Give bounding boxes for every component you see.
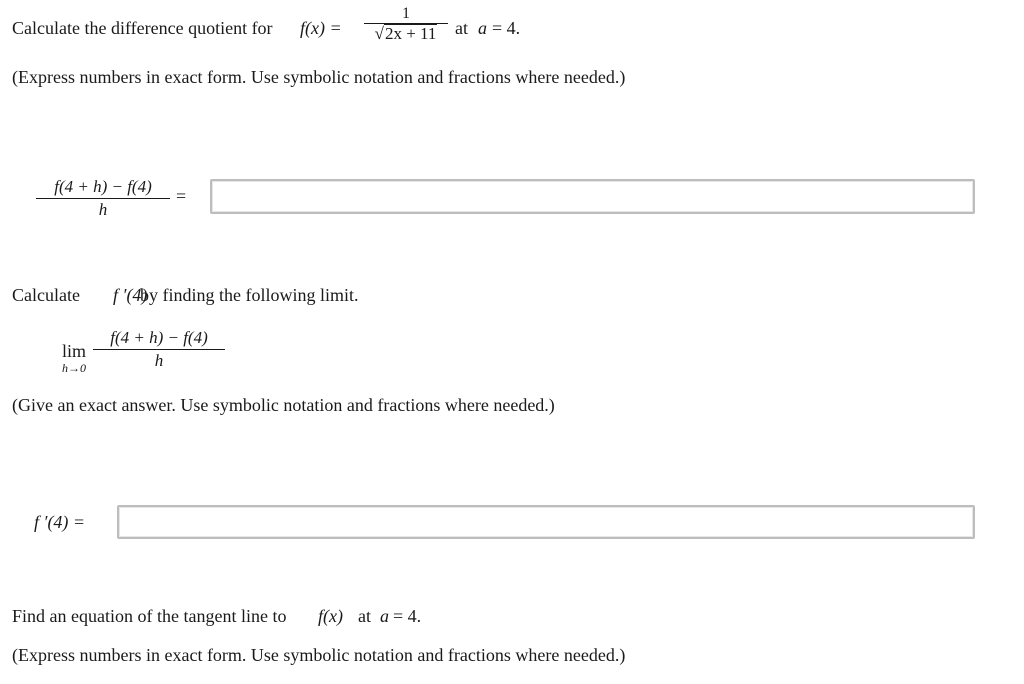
lim-denominator: h xyxy=(154,351,164,370)
at-value: = 4. xyxy=(492,18,521,38)
at-var: a xyxy=(478,18,487,38)
problem1-lead-text: Calculate the difference quotient for xyxy=(12,18,273,38)
problem2-lead-post: by finding the following limit. xyxy=(140,285,359,305)
problem3-at-text: at xyxy=(358,606,371,626)
fx-fraction xyxy=(364,5,448,44)
dq-equals: = xyxy=(176,186,187,206)
lim-word: lim xyxy=(62,341,87,361)
difference-quotient xyxy=(36,176,170,221)
derivative-answer-input[interactable] xyxy=(117,505,975,539)
difference-quotient-answer-input[interactable] xyxy=(210,179,975,214)
fx-radicand: 2x + 11 xyxy=(384,24,437,43)
problem2-lead-pre: Calculate xyxy=(12,285,80,305)
problem3-at-var: a xyxy=(380,606,389,626)
problem2-lead-expr: f ′(4) xyxy=(113,285,148,305)
lim-subscript: h→0 xyxy=(62,361,86,375)
fx-denominator xyxy=(364,24,448,44)
dq-denominator: h xyxy=(98,200,108,219)
derivative-answer-label: f ′(4) = xyxy=(34,512,86,532)
fx-numerator: 1 xyxy=(402,5,410,22)
problem2-instruction: (Give an exact answer. Use symbolic notation and fractions where needed.) xyxy=(12,395,555,415)
problem1-instruction: (Express numbers in exact form. Use symbolic notation and fractions where needed.) xyxy=(12,67,626,87)
at-text: at xyxy=(455,18,468,38)
problem3-instruction: (Express numbers in exact form. Use symbolic notation and fractions where needed.) xyxy=(12,645,626,665)
lim-numerator: f(4 + h) − f(4) xyxy=(110,328,208,347)
problem3-at-value: = 4. xyxy=(393,606,422,626)
dq-numerator: f(4 + h) − f(4) xyxy=(54,177,152,196)
limit-quotient xyxy=(93,327,225,372)
problem3-lead-expr: f(x) xyxy=(318,606,343,626)
fx-label: f(x) = xyxy=(300,18,342,38)
radical-sign-icon: √ xyxy=(374,24,384,43)
problem3-lead-pre: Find an equation of the tangent line to xyxy=(12,606,287,626)
